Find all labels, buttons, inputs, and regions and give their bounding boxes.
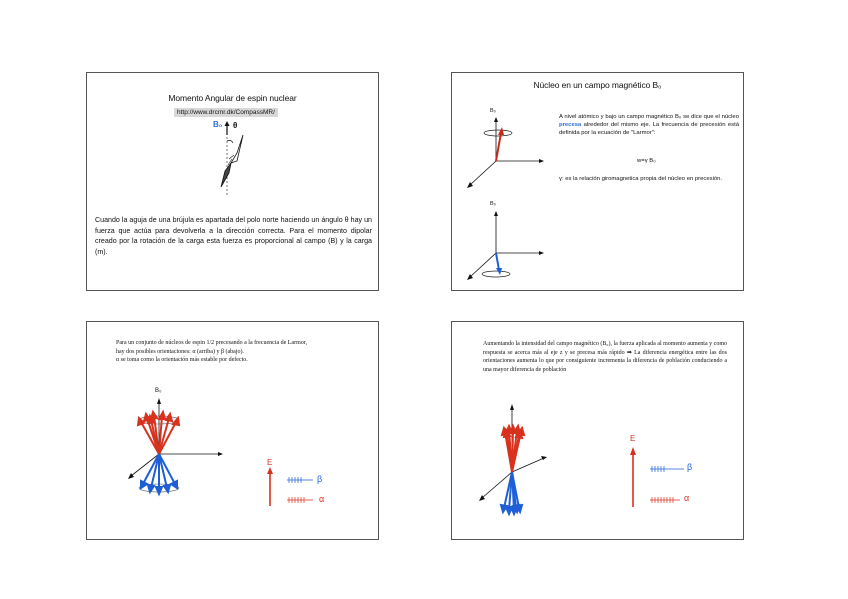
spin-text-line1: Para un conjunto de núcleos de espin 1/2 precesando a la frecuencia de Larmor, xyxy=(116,340,308,346)
theta-arc xyxy=(227,140,233,143)
ensemble-precession-diagram xyxy=(107,384,237,504)
larmor-text-before: A nivel atómico y bajo un campo magnético B₀ se dice que el núcleo xyxy=(559,114,739,120)
high-field-precession-diagram xyxy=(474,402,584,532)
spin-text xyxy=(116,339,376,365)
alpha-label: α xyxy=(684,493,690,503)
b0-label: B₀ xyxy=(213,120,223,129)
b0-arrowhead xyxy=(225,121,230,126)
slide-title: Momento Angular de espin nuclear xyxy=(168,93,297,103)
precession-orbit-bottom xyxy=(482,271,510,277)
spin-vector-down xyxy=(496,253,499,270)
spin-text-line3: α se toma como la orientación más estable por defecto. xyxy=(116,357,248,364)
energy-label: E xyxy=(630,434,636,443)
slide-compass-momentum xyxy=(86,72,379,291)
slide-spin-orientations xyxy=(86,321,379,540)
needle-south-half xyxy=(221,163,231,187)
beta-label: β xyxy=(687,462,693,472)
beta-level-spins xyxy=(287,477,313,483)
axis-label-b0-bottom: B₀ xyxy=(490,201,496,207)
field-strength-paragraph: Aumentando la intensidad del campo magnético (B₀), la fuerza aplicada al momento aumenta y como respuesta se acerca más al eje z y se precesa más rápido ➡ La diferencia energética entre las dos orientaciones aumenta lo que por consiguiente incrementa la diferencia de población conduciendo a una mayor diferencia de población xyxy=(483,341,727,373)
alpha-label: α xyxy=(319,494,325,504)
energy-label: E xyxy=(267,458,273,467)
theta-label: θ xyxy=(233,121,238,130)
larmor-equation: w=γ B₀ xyxy=(637,158,656,164)
alpha-spin-vectors xyxy=(502,426,524,472)
spin-text-line2: hay dos posibles orientaciones: α (arriba) y β (abajo). xyxy=(116,348,244,355)
reference-url[interactable]: http://www.drcmr.dk/CompassMR/ xyxy=(174,108,278,117)
slide-nucleus-field xyxy=(451,72,744,291)
axis-label-b0-top: B₀ xyxy=(490,108,496,114)
precession-diagram xyxy=(458,103,558,283)
beta-level-spins xyxy=(650,466,684,472)
larmor-text-after: alrededor del mismo eje. La frecuencia de precesión está definida por la ecuación de "Larmor": xyxy=(559,122,739,137)
larmor-description xyxy=(559,113,739,137)
axis-label-b0: B₀ xyxy=(155,388,162,394)
precession-orbit-top xyxy=(484,130,512,136)
alpha-level-spins xyxy=(287,497,313,503)
precesa-highlight: precesa xyxy=(559,122,582,129)
alpha-spin-vectors xyxy=(138,412,179,454)
energy-level-diagram xyxy=(630,445,710,515)
slide-body-text: Cuando la aguja de una brújula es apartada del polo norte haciendo un ángulo θ hay un fuerza que actúa para devolverla a la dirección correcta. Para el momento dipolar creado por la rotación de la carga esta fuerza es proporcional al campo (B) y la carga (m). xyxy=(95,216,372,256)
alpha-level-spins xyxy=(650,497,680,503)
needle-north-half xyxy=(231,135,243,163)
compass-needle-diagram xyxy=(207,119,267,199)
slide-field-strength xyxy=(451,321,744,540)
beta-label: β xyxy=(317,474,323,484)
spin-vector-up xyxy=(496,133,501,161)
gamma-note: γ: es la relación giromagnetica propia del núcleo en precesión. xyxy=(559,176,723,182)
slide-title: Núcleo en un campo magnético B₀ xyxy=(533,80,662,90)
energy-level-diagram xyxy=(267,462,327,512)
beta-spin-vectors xyxy=(141,454,177,494)
